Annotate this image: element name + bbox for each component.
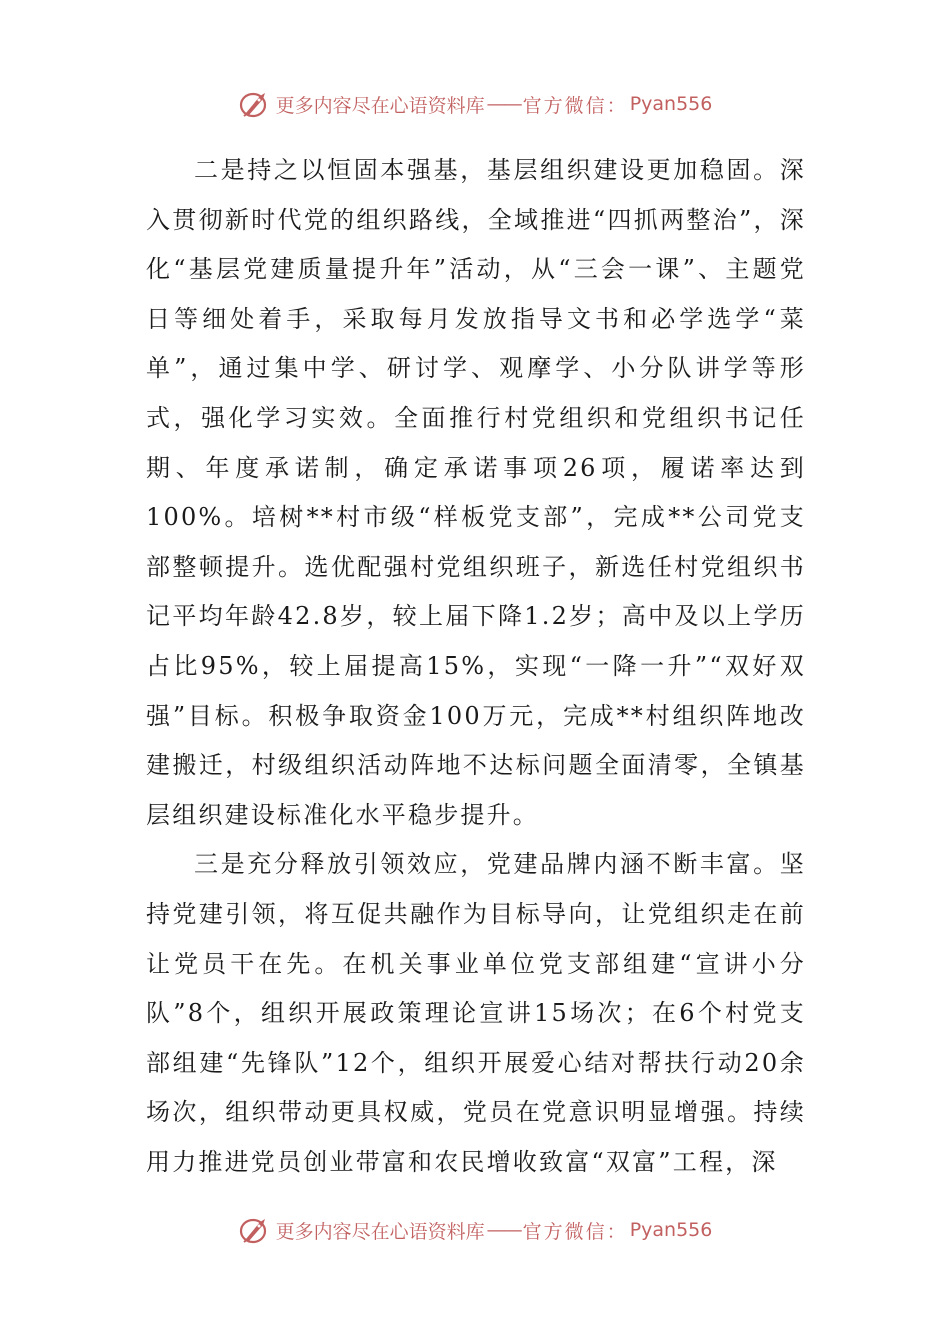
watermark-separator: —— bbox=[486, 1219, 521, 1241]
watermark-handle: Pyan556 bbox=[629, 1219, 713, 1241]
footer-watermark bbox=[0, 1210, 950, 1250]
watermark-title: 更多内容尽在心语资料库 bbox=[275, 94, 485, 117]
watermark-label: 官方微信： bbox=[522, 1220, 628, 1243]
paragraph-three: 三是充分释放引领效应，党建品牌内涵不断丰富。坚持党建引领，将互促共融作为目标导向，让党组织走在前让党员干在先。在机关事业单位党支部组建“宣讲小分队”8个，组织开展政策理论宣讲15场次；在6个村党支部组建“先锋队”12个，组织开展爱心结对帮扶行动20余场次，组织带动更具权威，党员在党意识明显增强。持续用力推进党员创业带富和农民增收致富“双富”工程，深 bbox=[146, 850, 806, 1176]
document-body bbox=[146, 146, 806, 1187]
pen-nib-logo-icon bbox=[238, 87, 272, 121]
paragraph-two: 二是持之以恒固本强基，基层组织建设更加稳固。深入贯彻新时代党的组织路线，全域推进“四抓两整治”，深化“基层党建质量提升年”活动，从“三会一课”、主题党日等细处着手，采取每月发放指导文书和必学选学“菜单”，通过集中学、研讨学、观摩学、小分队讲学等形式，强化学习实效。全面推行村党组织和党组织书记任期、年度承诺制，确定承诺事项26项，履诺率达到100%。培树**村市级“样板党支部”，完成**公司党支部整顿提升。选优配强村党组织班子，新选任村党组织书记平均年龄42.8岁，较上届下降1.2岁；高中及以上学历占比95%，较上届提高15%，实现“一降一升”“双好双强”目标。积极争取资金100万元，完成**村组织阵地改建搬迁，村级组织活动阵地不达标问题全面清零，全镇基层组织建设标准化水平稳步提升。 bbox=[146, 156, 806, 829]
watermark-handle: Pyan556 bbox=[629, 93, 713, 115]
watermark-label: 官方微信： bbox=[522, 94, 628, 117]
pen-nib-logo-icon bbox=[238, 1213, 272, 1247]
header-watermark bbox=[0, 84, 950, 124]
watermark-title: 更多内容尽在心语资料库 bbox=[275, 1220, 485, 1243]
watermark-separator: —— bbox=[486, 93, 521, 115]
